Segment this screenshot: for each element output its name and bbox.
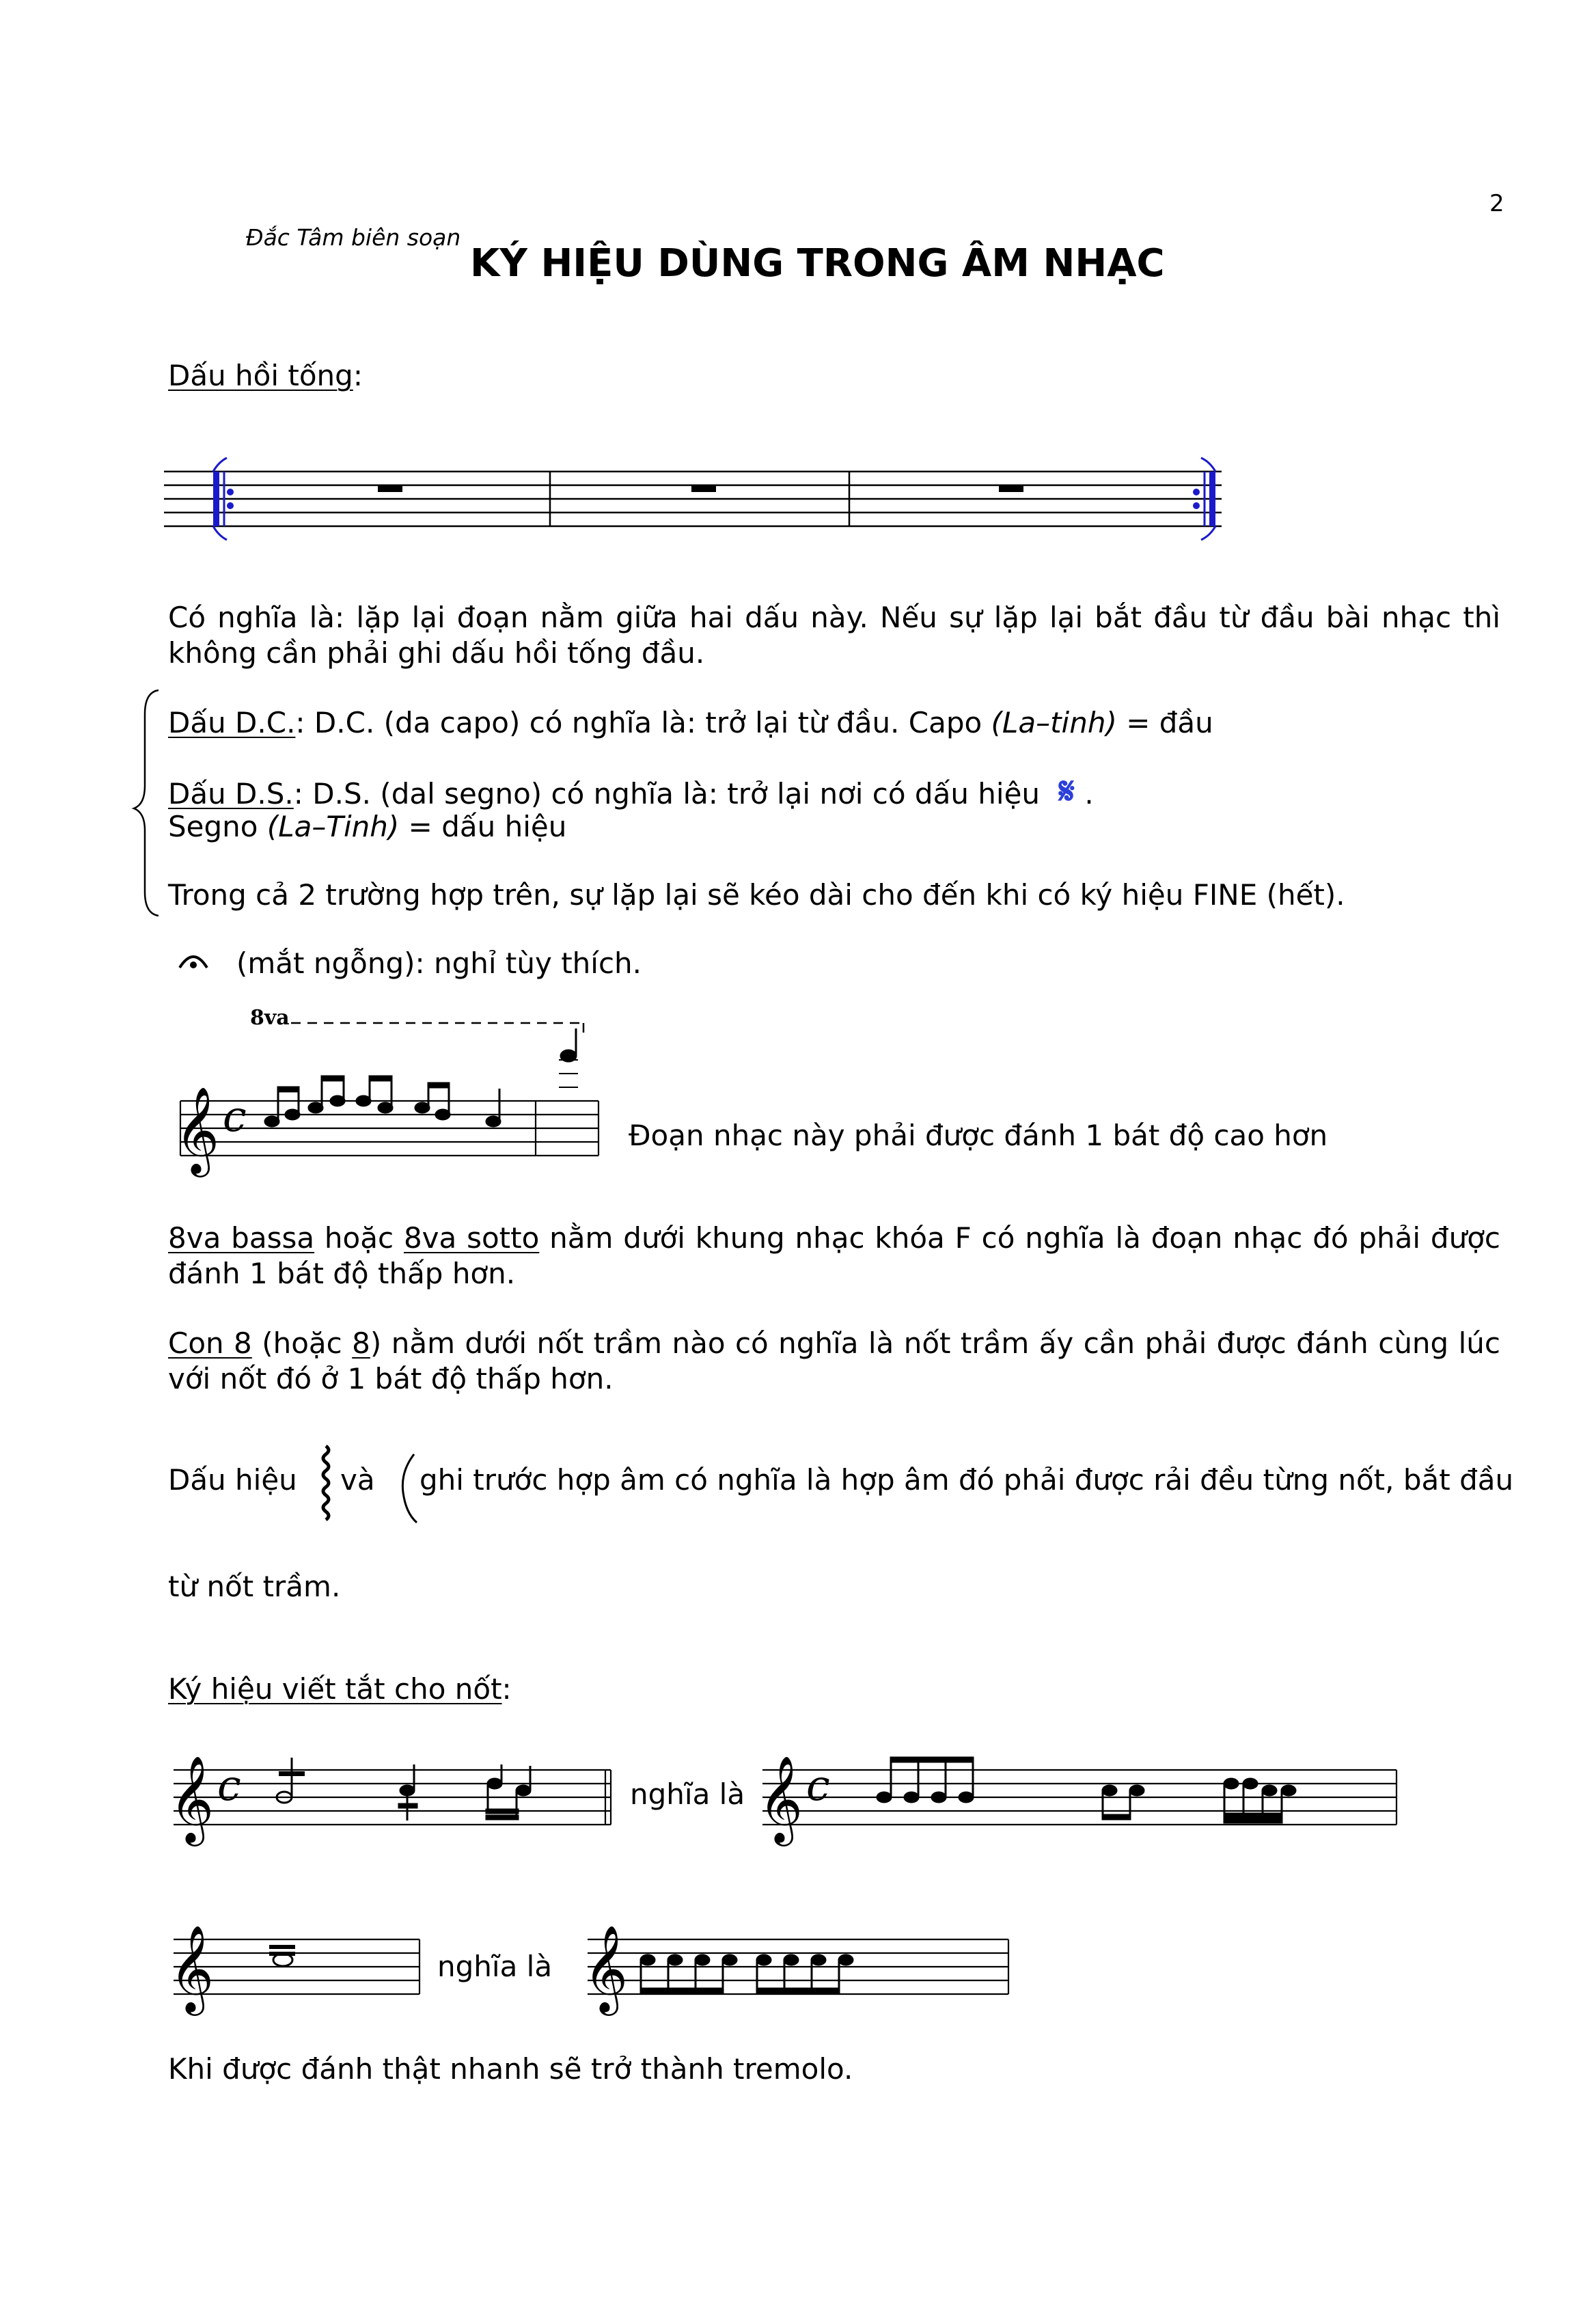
- con8-line2: với nốt đó ở 1 bát độ thấp hơn.: [168, 1362, 614, 1395]
- arpeggio-lead: Dấu hiệu: [168, 1463, 297, 1497]
- tremolo-note: Khi được đánh thật nhanh sẽ trở thành tremolo.: [168, 2052, 853, 2086]
- grouping-brace: [130, 687, 171, 919]
- con8-line1: Con 8 (hoặc 8) nằm dưới nốt trầm nào có nghĩa là nốt trầm ấy cần phải được đánh cùng lúc: [168, 1326, 1501, 1360]
- ottava-caption: Đoạn nhạc này phải được đánh 1 bát độ cao hơn: [629, 1119, 1328, 1152]
- treble-clef-icon: 𝄞: [169, 1755, 215, 1842]
- ottava-staff: [168, 994, 605, 1199]
- arpeggio-line2: từ nốt trầm.: [168, 1570, 341, 1603]
- repeat-desc-line2: không cần phải ghi dấu hồi tống đầu.: [168, 636, 705, 670]
- page-number: 2: [1489, 190, 1504, 217]
- arpeggio-wavy-icon: [316, 1443, 336, 1525]
- abbrev-staff-2: [168, 1900, 428, 2036]
- abbrev-means-2: nghĩa là: [437, 1950, 553, 1983]
- bassa-line1: 8va bassa hoặc 8va sotto nằm dưới khung nhạc khóa F có nghĩa là đoạn nhạc đó phải được: [168, 1221, 1501, 1255]
- common-time-icon: c: [223, 1091, 247, 1141]
- repeat-heading: Dấu hồi tống:: [168, 359, 363, 392]
- arpeggio-desc: ghi trước hợp âm có nghĩa là hợp âm đó phải được rải đều từng nốt, bắt đầu: [419, 1463, 1514, 1497]
- repeat-desc-line1: Có nghĩa là: lặp lại đoạn nằm giữa hai dấu này. Nếu sự lặp lại bắt đầu từ đầu bài nhạc thì: [168, 601, 1500, 634]
- bassa-line2: đánh 1 bát độ thấp hơn.: [168, 1257, 516, 1290]
- abbrev-expanded-1: [757, 1730, 1402, 1867]
- author-credit: Đắc Tâm biên soạn: [246, 224, 461, 251]
- segno-icon: 𝄋: [1058, 769, 1075, 813]
- ds-line: Dấu D.S.: D.S. (dal segno) có nghĩa là: trở lại nơi có dấu hiệu 𝄋 .: [168, 769, 1094, 813]
- fermata-icon: [176, 949, 210, 972]
- abbrev-means-1: nghĩa là: [630, 1777, 745, 1811]
- common-time-icon: c: [806, 1760, 830, 1810]
- abbrev-heading: Ký hiệu viết tắt cho nốt:: [168, 1672, 512, 1706]
- page-title: KÝ HIỆU DÙNG TRONG ÂM NHẠC: [470, 241, 1165, 286]
- abbrev-staff-1: [168, 1730, 619, 1867]
- treble-clef-icon: 𝄞: [758, 1755, 803, 1842]
- treble-clef-icon: 𝄞: [583, 1924, 629, 2012]
- common-time-icon: c: [217, 1760, 241, 1810]
- arpeggio-and: và: [340, 1463, 375, 1497]
- treble-clef-icon: 𝄞: [175, 1086, 220, 1173]
- fermata-desc: (mắt ngỗng): nghỉ tùy thích.: [236, 946, 642, 980]
- treble-clef-icon: 𝄞: [169, 1924, 215, 2012]
- ottava-mark: 8va: [250, 1006, 290, 1030]
- ds-line2: Segno (La–Tinh) = dấu hiệu: [168, 810, 567, 843]
- fine-line: Trong cả 2 trường hợp trên, sự lặp lại sẽ kéo dài cho đến khi có ký hiệu FINE (hết).: [168, 878, 1345, 912]
- abbrev-expanded-2: [582, 1900, 1019, 2036]
- dc-line: Dấu D.C.: D.C. (da capo) có nghĩa là: trở lại từ đầu. Capo (La–tinh) = đầu: [168, 706, 1213, 739]
- repeat-staff: [164, 451, 1230, 547]
